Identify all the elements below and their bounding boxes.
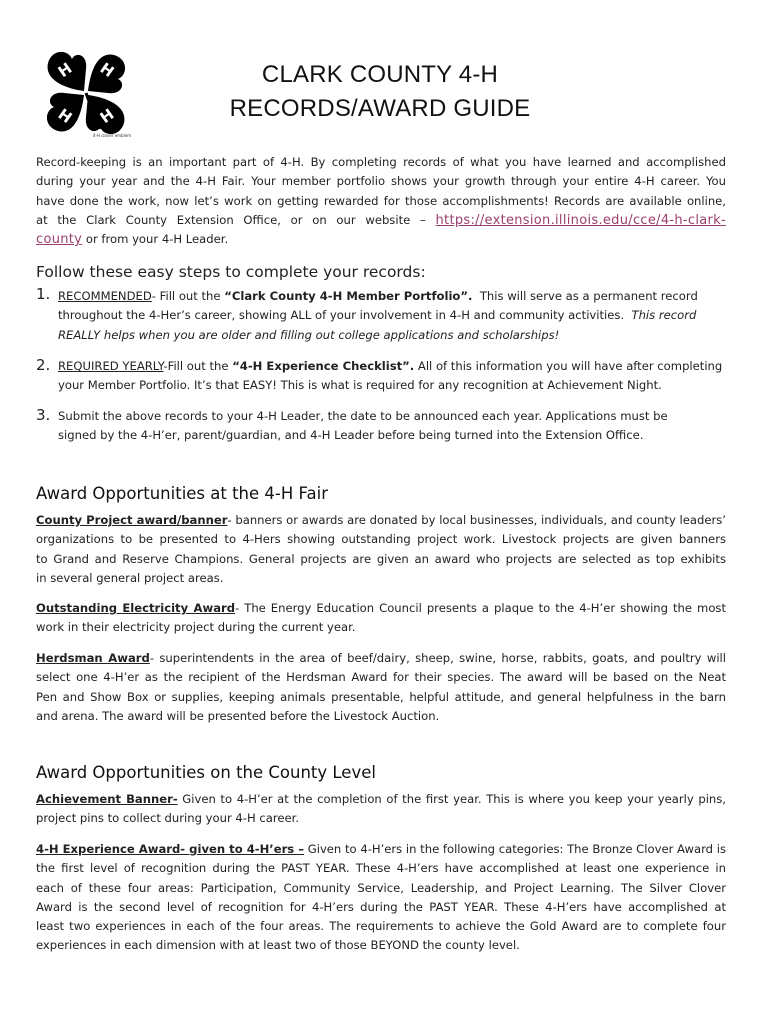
county-project-award: [36, 511, 726, 588]
title-line-2: RECORDS/AWARD GUIDE: [229, 95, 531, 122]
step-text: -Fill out the: [163, 359, 229, 373]
step-1: [58, 287, 726, 345]
svg-text:H: H: [96, 105, 118, 127]
required-label: REQUIRED YEARLY: [58, 359, 164, 373]
award-label: Achievement Banner-: [36, 792, 178, 806]
intro-line: Record-keeping is an important part of 4-H. By completing records of what you have learned and accomplished: [36, 155, 726, 169]
intro-line: have done the work, now let’s work on getting rewarded for those accomplishments! Records are available online,: [36, 193, 726, 208]
step-3-line: signed by the 4-H’er, parent/guardian, and 4-H Leader before being turned into the Extension Office.: [58, 428, 644, 443]
award-line: Award is the second level of recognition for 4-H’ers during the PAST YEAR. These 4-H’ers have accomplished at: [36, 899, 726, 914]
checklist-title: “4-H Experience Checklist”.: [232, 359, 415, 373]
award-label: 4-H Experience Award- given to 4-H’ers –: [36, 842, 305, 856]
intro-text: or from your 4-H Leader.: [85, 232, 229, 247]
step-number: 2.: [36, 356, 51, 374]
award-line: least two experiences in each of the four areas. The requirements to achieve the Gold Award are to complete four: [36, 919, 726, 934]
award-text: - The Energy Education Council presents a plaque to the 4-H’er showing the most: [235, 601, 727, 615]
step-2-line: your Member Portfolio. It’s that EASY! This is what is required for any recognition at Achievement Night.: [58, 378, 662, 393]
award-text: Given to 4-H’er at the completion of the first year. This is where you keep your yearly pins,: [182, 792, 726, 806]
recommended-label: RECOMMENDED: [58, 289, 152, 303]
website-link-continued[interactable]: county: [36, 232, 83, 248]
award-line: [36, 599, 726, 618]
intro-line-with-link: [36, 211, 726, 230]
website-link[interactable]: https://extension.illinois.edu/cce/4-h-clark-: [435, 212, 727, 228]
award-line: each of these four areas: Participation, Community Service, Leadership, and Project Learning. The Silver Clover: [36, 880, 726, 895]
award-line: the first level of recognition during the PAST YEAR. These 4-H’ers have accomplished at least one experience in: [36, 861, 726, 876]
award-line: project pins to collect during your 4-H career.: [36, 811, 299, 826]
intro-paragraph: [36, 153, 726, 249]
intro-line: during your year and the 4-H Fair. Your member portfolio shows your growth through your entire 4-H career. You: [36, 174, 726, 189]
electricity-award: [36, 599, 726, 638]
achievement-banner: [36, 790, 726, 829]
step-text: All of this information you will have after completing: [417, 359, 723, 373]
award-label: Herdsman Award: [36, 651, 150, 665]
svg-text:H: H: [54, 105, 76, 127]
award-line: and arena. The award will be presented before the Livestock Auction.: [36, 708, 440, 723]
portfolio-title: “Clark County 4-H Member Portfolio”.: [224, 289, 473, 303]
award-line: Pen and Show Box or supplies, keeping animals presentable, helpful attitude, and general helpfulness in the barn: [36, 689, 726, 704]
steps-heading: Follow these easy steps to complete your records:: [36, 263, 426, 281]
award-line: in several general project areas.: [36, 570, 224, 585]
step-1-line: [58, 306, 726, 325]
county-level-heading: Award Opportunities on the County Level: [36, 763, 376, 782]
award-text: - superintendents in the area of beef/dairy, sheep, swine, horse, rabbits, goats, and poultry will: [149, 651, 726, 665]
step-text: throughout the 4-Her’s career, showing ALL of your involvement in 4-H and community activities.: [58, 308, 625, 323]
award-line: select one 4-H’er as the recipient of the Herdsman Award for their species. The award will be based on the Neat: [36, 670, 726, 685]
step-2-line: [58, 357, 726, 376]
step-1-line: [58, 287, 726, 306]
award-line: [36, 649, 726, 668]
step-text: - Fill out the: [151, 289, 221, 303]
experience-award: [36, 840, 726, 956]
step-2: [58, 357, 726, 396]
fair-section-heading: Award Opportunities at the 4-H Fair: [36, 484, 328, 503]
title-line-1: CLARK COUNTY 4-H: [261, 61, 499, 88]
intro-text: at the Clark County Extension Office, or on our website –: [36, 212, 426, 227]
award-line: [36, 790, 726, 809]
step-number: 3.: [36, 406, 51, 424]
svg-text:H: H: [54, 59, 76, 81]
step-text-italic: This record: [631, 308, 697, 323]
herdsman-award: [36, 649, 726, 726]
svg-text:4-H clover emblem: 4-H clover emblem: [92, 133, 132, 138]
award-text: Given to 4-H’ers in the following categories: The Bronze Clover Award is: [307, 842, 726, 856]
award-label: County Project award/banner: [36, 513, 228, 527]
award-text: - banners or awards are donated by local businesses, individuals, and county leaders’: [227, 513, 726, 527]
intro-line: [36, 230, 726, 249]
award-line: to Grand and Reserve Champions. General projects are given an award who projects are selected as top exhibits: [36, 551, 726, 566]
step-3-line: Submit the above records to your 4-H Leader, the date to be announced each year. Applications must be: [58, 409, 668, 423]
page-title: [200, 58, 560, 126]
step-3: [58, 407, 726, 446]
award-line: [36, 511, 726, 530]
step-1-line: REALLY helps when you are older and filling out college applications and scholarships!: [58, 327, 560, 342]
step-number: 1.: [36, 285, 51, 303]
award-line: work in their electricity project during the current year.: [36, 620, 356, 635]
four-h-clover-logo-icon: [38, 45, 134, 143]
svg-text:H: H: [96, 59, 118, 81]
award-line: [36, 840, 726, 859]
step-text: This will serve as a permanent record: [479, 289, 698, 303]
award-line: experiences in each dimension with at least two of those BEYOND the county level.: [36, 938, 520, 953]
award-line: organizations to be presented to 4-Hers showing outstanding project work. Livestock projects are given banners: [36, 532, 726, 547]
award-label: Outstanding Electricity Award: [36, 601, 236, 615]
